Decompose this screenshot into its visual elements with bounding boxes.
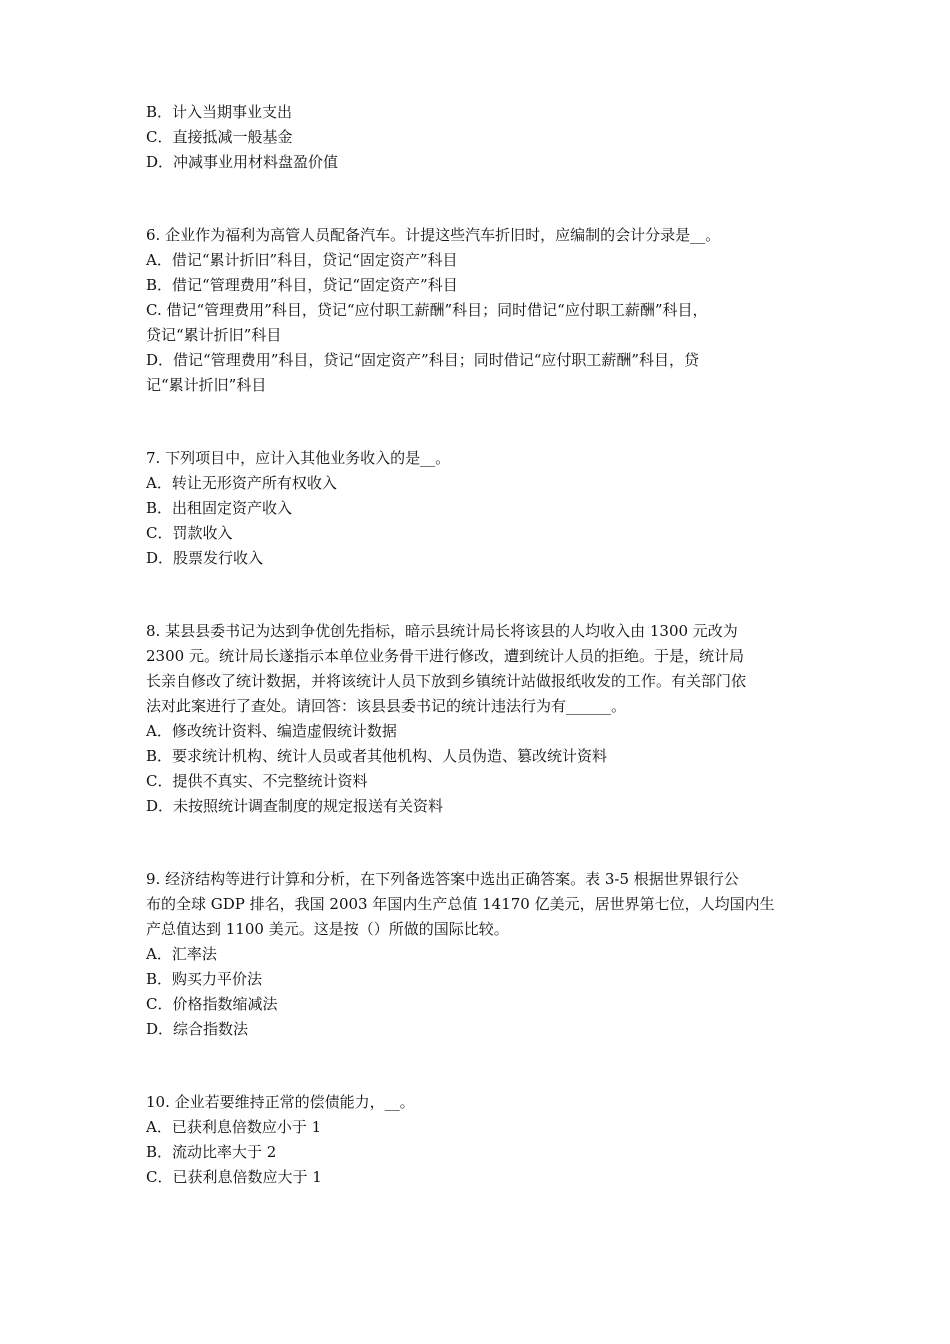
option-c-line-2: 贷记“累计折旧”科目: [146, 326, 282, 344]
option-b: B．出租固定资产收入: [146, 499, 293, 517]
question-stem: 6. 企业作为福利为高管人员配备汽车。计提这些汽车折旧时，应编制的会计分录是__。: [146, 226, 721, 244]
question-stem: 7. 下列项目中，应计入其他业务收入的是__。: [146, 449, 451, 467]
question-stem-line-2: 布的全球 GDP 排名，我国 2003 年国内生产总值 14170 亿美元，居世界第七位，人均国内生: [146, 895, 775, 913]
option-c-line-1: C. 借记“管理费用”科目，贷记“应付职工薪酬”科目；同时借记“应付职工薪酬”科目，: [146, 301, 708, 319]
question-stem-line-2: 2300 元。统计局长遂指示本单位业务骨干进行修改，遭到统计人员的拒绝。于是，统计局: [146, 647, 744, 665]
option-d-line-2: 记“累计折旧”科目: [146, 376, 267, 394]
question-8: [146, 619, 816, 819]
option-d: D．综合指数法: [146, 1020, 249, 1038]
document-page: [146, 100, 816, 1190]
option-a: A．修改统计资料、编造虚假统计数据: [146, 722, 397, 740]
option-b: B．购买力平价法: [146, 970, 263, 988]
question-stem: 10. 企业若要维持正常的偿债能力，__。: [146, 1093, 415, 1111]
option-b: B．借记“管理费用”科目，贷记“固定资产”科目: [146, 276, 458, 294]
question-10: [146, 1090, 816, 1190]
option-a: A．借记“累计折旧”科目，贷记“固定资产”科目: [146, 251, 458, 269]
option-b: B．计入当期事业支出: [146, 103, 293, 121]
option-b: B．要求统计机构、统计人员或者其他机构、人员伪造、篡改统计资料: [146, 747, 608, 765]
option-d: D．冲减事业用材料盘盈价值: [146, 153, 339, 171]
option-c: C．提供不真实、不完整统计资料: [146, 772, 368, 790]
option-a: A．已获利息倍数应小于 1: [146, 1118, 322, 1136]
option-d: D．未按照统计调查制度的规定报送有关资料: [146, 797, 444, 815]
option-b: B．流动比率大于 2: [146, 1143, 277, 1161]
question-stem-line-3: 产总值达到 1100 美元。这是按（）所做的国际比较。: [146, 920, 509, 938]
question-5-tail: [146, 100, 816, 175]
option-c: C．已获利息倍数应大于 1: [146, 1168, 322, 1186]
question-6: [146, 223, 816, 398]
question-stem-line-4: 法对此案进行了查处。请回答：该县县委书记的统计违法行为有______。: [146, 697, 627, 715]
question-stem-line-3: 长亲自修改了统计数据，并将该统计人员下放到乡镇统计站做报纸收发的工作。有关部门依: [146, 672, 747, 690]
option-a: A．转让无形资产所有权收入: [146, 474, 337, 492]
question-7: [146, 446, 816, 571]
option-c: C．直接抵减一般基金: [146, 128, 293, 146]
option-c: C．罚款收入: [146, 524, 233, 542]
question-stem-line-1: 9. 经济结构等进行计算和分析，在下列备选答案中选出正确答案。表 3-5 根据世界银行公: [146, 870, 739, 888]
option-a: A．汇率法: [146, 945, 217, 963]
question-9: [146, 867, 816, 1042]
option-d: D．股票发行收入: [146, 549, 264, 567]
option-c: C．价格指数缩减法: [146, 995, 278, 1013]
option-d-line-1: D．借记“管理费用”科目，贷记“固定资产”科目；同时借记“应付职工薪酬”科目，贷: [146, 351, 700, 369]
question-stem-line-1: 8. 某县县委书记为达到争优创先指标，暗示县统计局长将该县的人均收入由 1300 元改为: [146, 622, 738, 640]
